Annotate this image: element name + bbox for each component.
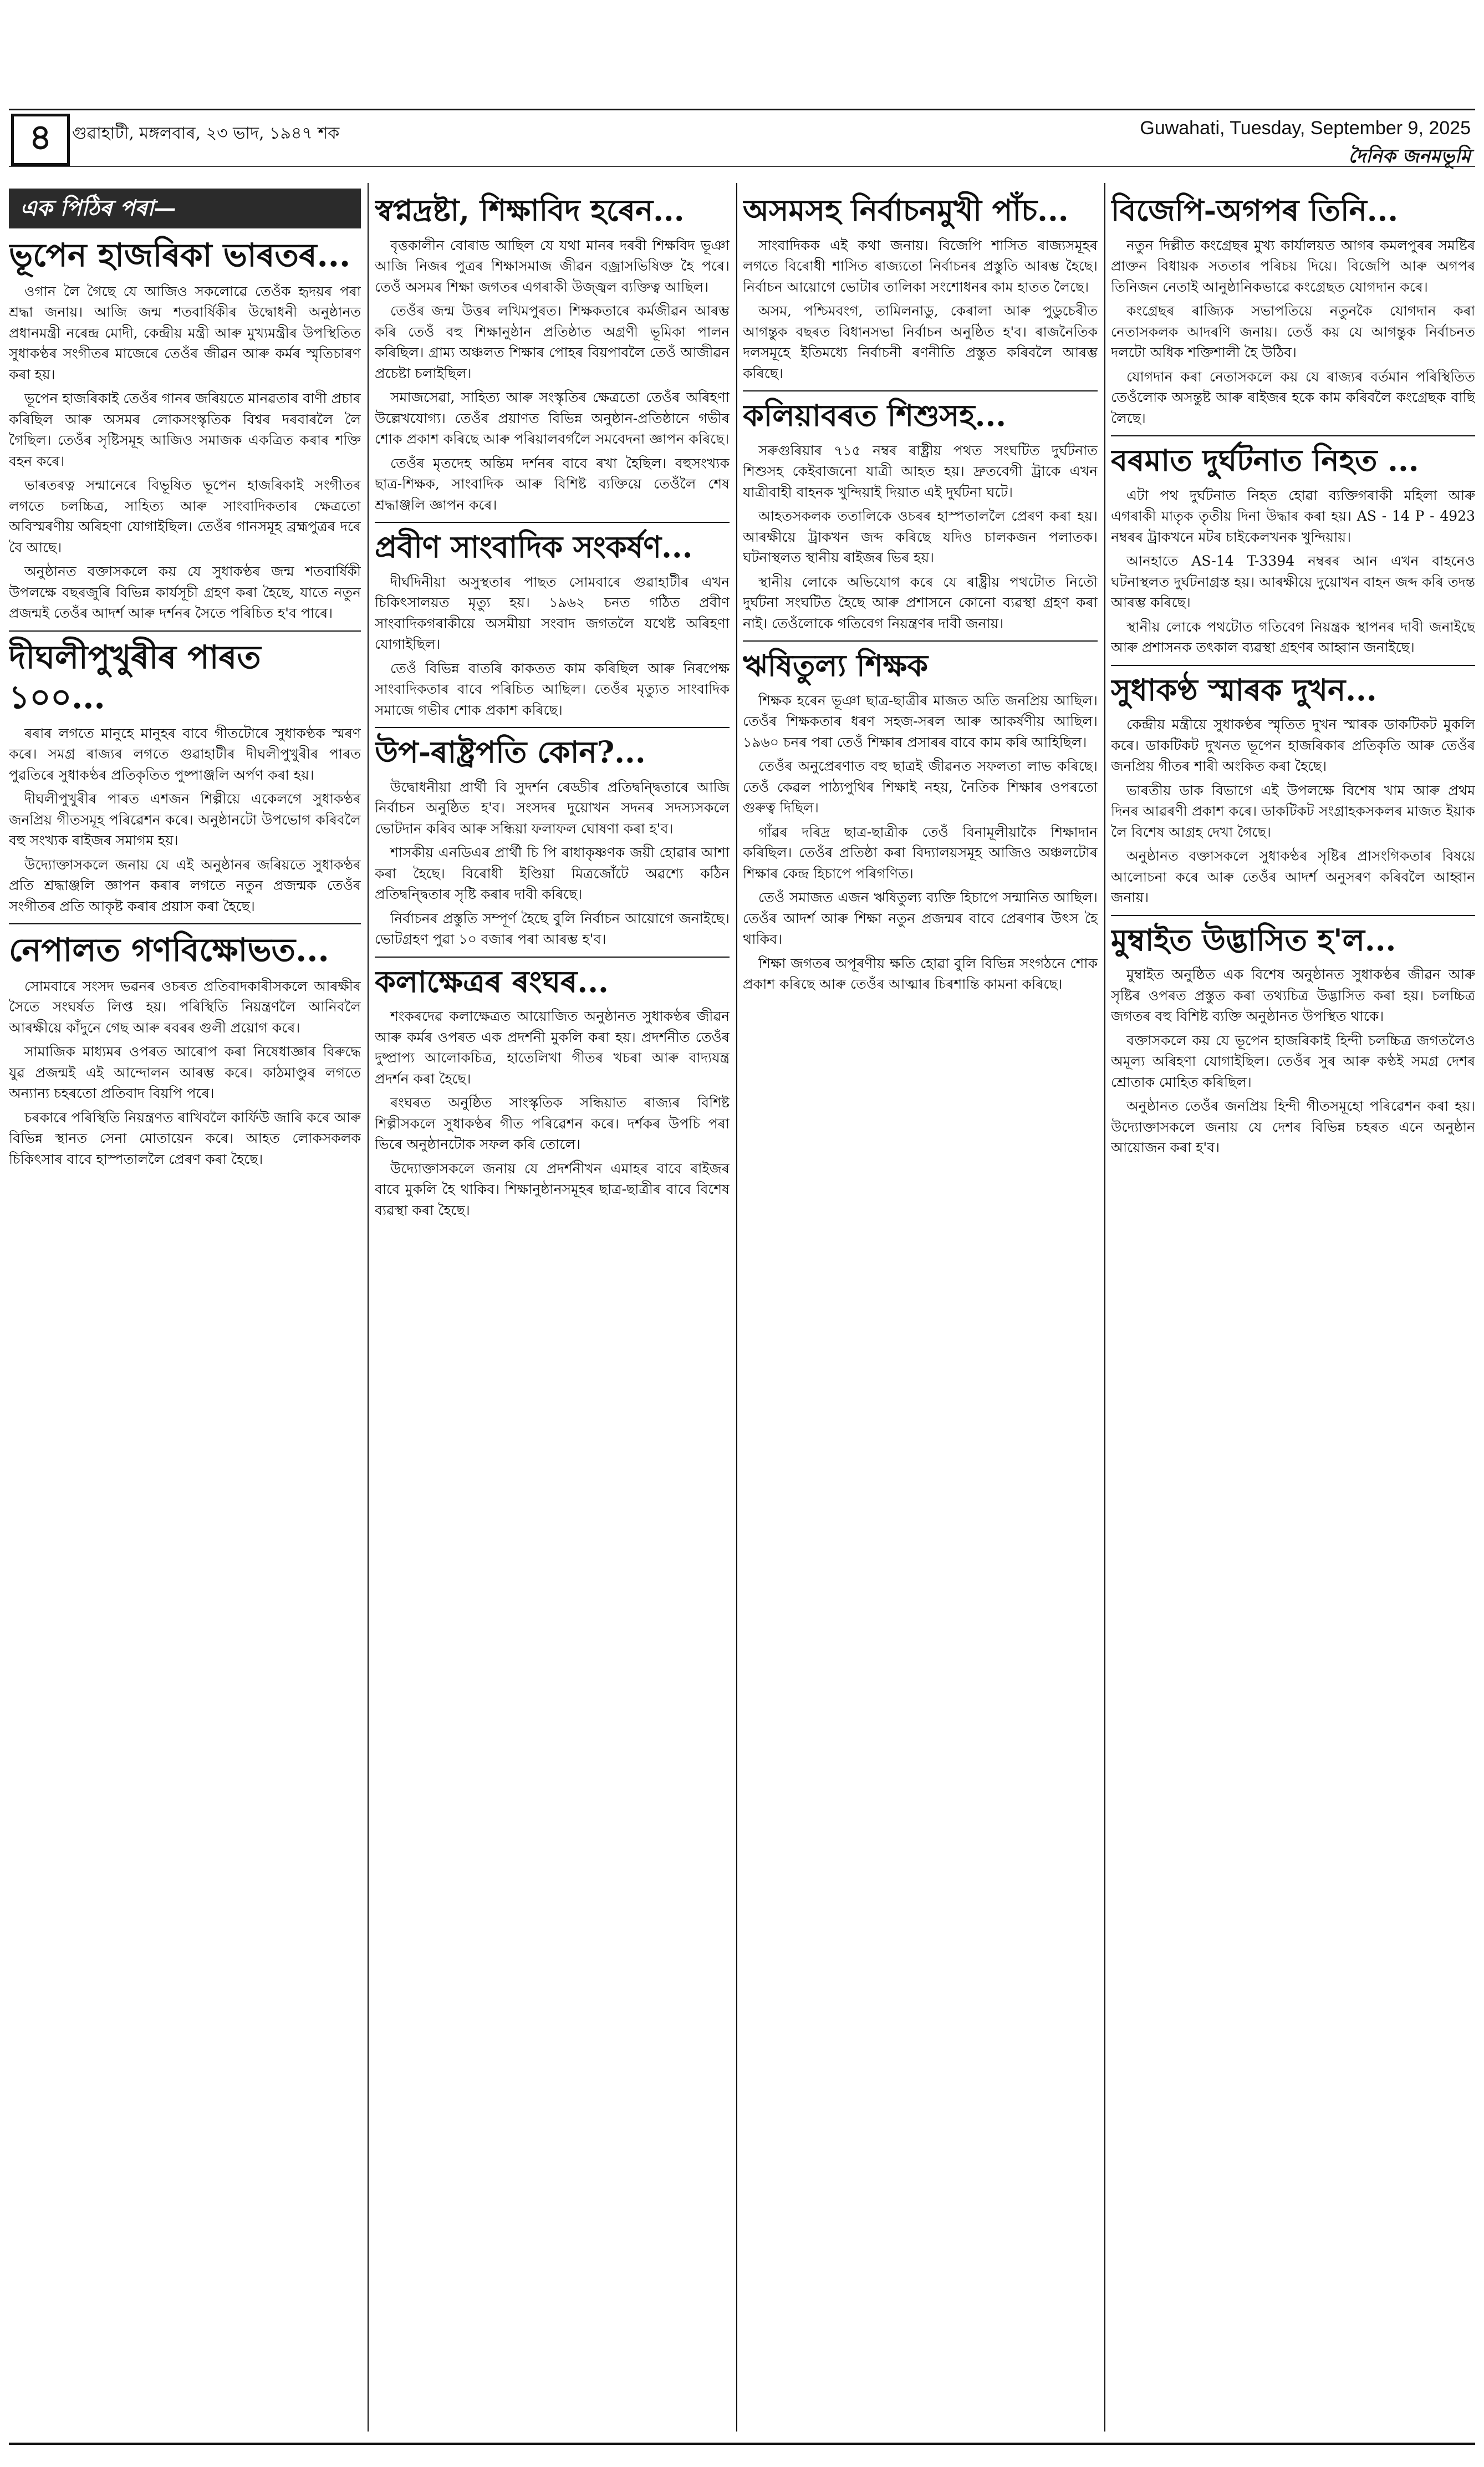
column-4 bbox=[1111, 189, 1475, 2432]
article-paragraph: তেওঁ বিভিন্ন বাতৰি কাকতত কাম কৰিছিল আৰু নিৰপেক্ষ সাংবাদিকতাৰ বাবে পৰিচিত আছিল। তেওঁৰ মৃত্যুত সাংবাদিক সমাজে গভীৰ শোক প্ৰকাশ কৰিছে। bbox=[375, 660, 730, 718]
article-paragraph: তেওঁৰ অনুপ্ৰেৰণাত বহু ছাত্ৰই জীৱনত সফলতা লাভ কৰিছে। তেওঁ কেৱল পাঠ্যপুথিৰ শিক্ষাই নহয়, নৈতিক শিক্ষাৰ ওপৰতো গুৰুত্ব দিছিল। bbox=[743, 758, 1098, 816]
headline-mumbai: মুম্বাইত উদ্ভাসিত হ'ল... bbox=[1111, 922, 1396, 958]
article-paragraph: মুম্বাইত অনুষ্ঠিত এক বিশেষ অনুষ্ঠানত সুধাকণ্ঠৰ জীৱন আৰু সৃষ্টিৰ ওপৰত প্ৰস্তুত কৰা তথ্যচিত্ৰ উদ্ভাসিত কৰা হয়। চলচ্চিত্ৰ জগতৰ বহু বিশিষ্ট ব্যক্তি অনুষ্ঠানত উপস্থিত থাকে। bbox=[1111, 967, 1475, 1024]
article-paragraph: ভাৰতীয় ডাক বিভাগে এই উপলক্ষে বিশেষ খাম আৰু প্ৰথম দিনৰ আৱৰণী প্ৰকাশ কৰে। ডাকটিকট সংগ্ৰাহকসকলৰ মাজত ইয়াক লৈ বিশেষ আগ্ৰহ দেখা গৈছে। bbox=[1111, 782, 1475, 840]
article-separator bbox=[1111, 915, 1475, 916]
article-paragraph: ভাৰতৰত্ন সন্মানেৰে বিভূষিত ভূপেন হাজৰিকাই সংগীতৰ লগতে চলচ্চিত্ৰ, সাহিত্য আৰু সাংবাদিকতাৰ ক্ষেত্ৰতো অবিস্মৰণীয় অৰিহণা যোগাইছিল। তেওঁৰ গানসমূহ ব্ৰহ্মপুত্ৰৰ দৰে বৈ আছে। bbox=[9, 477, 361, 556]
headline-teacher: ঋষিতুল্য শিক্ষক bbox=[743, 648, 929, 683]
article-paragraph: তেওঁৰ জন্ম উত্তৰ লখিমপুৰত। শিক্ষকতাৰে কৰ্মজীৱন আৰম্ভ কৰি তেওঁ বহু শিক্ষানুষ্ঠান প্ৰতিষ্ঠাত অগ্ৰণী ভূমিকা পালন কৰিছিল। গ্ৰাম্য অঞ্চলত শিক্ষাৰ পোহৰ বিয়পাবলৈ তেওঁ আজীৱন প্ৰচেষ্টা চলাইছিল। bbox=[375, 303, 730, 382]
headline-nepal: নেপালত গণবিক্ষোভত... bbox=[9, 931, 329, 969]
article-paragraph: স্থানীয় লোকে অভিযোগ কৰে যে ৰাষ্ট্ৰীয় পথটোত নিতৌ দুৰ্ঘটনা সংঘটিত হৈছে আৰু প্ৰশাসনে কোনো ব্যৱস্থা গ্ৰহণ কৰা নাই। তেওঁলোকে গতিবেগ নিয়ন্ত্ৰণৰ দাবী জনায়। bbox=[743, 573, 1098, 632]
article-paragraph: সোমবাৰে সংসদ ভৱনৰ ওচৰত প্ৰতিবাদকাৰীসকলে আৰক্ষীৰ সৈতে সংঘৰ্ষত লিপ্ত হয়। পৰিস্থিতি নিয়ন্ত্ৰণলৈ আনিবলৈ আৰক্ষীয়ে কাঁদুনে গেছ আৰু ৰবৰৰ গুলী প্ৰয়োগ কৰে। bbox=[9, 978, 361, 1036]
article-paragraph: উদ্যোক্তাসকলে জনায় যে এই অনুষ্ঠানৰ জৰিয়তে সুধাকণ্ঠৰ প্ৰতি শ্ৰদ্ধাঞ্জলি জ্ঞাপন কৰাৰ লগতে নতুন প্ৰজন্মক তেওঁৰ সংগীতৰ প্ৰতি আকৃষ্ট কৰাৰ প্ৰয়াস কৰা হৈছে। bbox=[9, 856, 361, 914]
headline-kalakshetra: কলাক্ষেত্ৰৰ ৰংঘৰ... bbox=[375, 963, 609, 999]
article-paragraph: দীৰ্ঘদিনীয়া অসুস্থতাৰ পাছত সোমবাৰে গুৱাহাটীৰ এখন চিকিৎসালয়ত মৃত্যু হয়। ১৯৬২ চনত গঠিত প্ৰবীণ সাংবাদিকগৰাকীয়ে অসমীয়া সংবাদ জগতলৈ যথেষ্ট অৰিহণা যোগাইছিল। bbox=[375, 573, 730, 652]
article-paragraph: শিক্ষক হৰেন ভূঞা ছাত্ৰ-ছাত্ৰীৰ মাজত অতি জনপ্ৰিয় আছিল। তেওঁৰ শিক্ষকতাৰ ধৰণ সহজ-সৰল আৰু আকৰ্ষণীয় আছিল। ১৯৬০ চনৰ পৰা তেওঁ শিক্ষাৰ প্ৰসাৰৰ বাবে কাম কৰি আহিছিল। bbox=[743, 692, 1098, 750]
article-paragraph: উদ্বোধনীয়া প্ৰাৰ্থী বি সুদৰ্শন ৰেড্ডীৰ প্ৰতিদ্বন্দ্বিতাৰে আজি নিৰ্বাচন অনুষ্ঠিত হ'ব। সংসদৰ দুয়োখন সদনৰ সদস্যসকলে ভোটদান কৰিব আৰু সন্ধিয়া ফলাফল ঘোষণা কৰা হ'ব। bbox=[375, 779, 730, 837]
headline-elections: অসমসহ নিৰ্বাচনমুখী পাঁচ... bbox=[743, 192, 1069, 228]
headline-kaliabor: কলিয়াবৰত শিশুসহ... bbox=[743, 398, 1007, 433]
article-paragraph: অনুষ্ঠানত তেওঁৰ জনপ্ৰিয় হিন্দী গীতসমূহো পৰিৱেশন কৰা হয়। উদ্যোক্তাসকলে জনায় যে দেশৰ বিভিন্ন চহৰত এনে অনুষ্ঠান আয়োজন কৰা হ'ব। bbox=[1111, 1098, 1475, 1156]
article-paragraph: তেওঁৰ মৃতদেহ অন্তিম দৰ্শনৰ বাবে ৰখা হৈছিল। বহুসংখ্যক ছাত্ৰ-শিক্ষক, সাংবাদিক আৰু বিশিষ্ট ব্যক্তিয়ে তেওঁলৈ শেষ শ্ৰদ্ধাঞ্জলি জ্ঞাপন কৰে। bbox=[375, 455, 730, 513]
article-separator bbox=[1111, 435, 1475, 436]
article-separator bbox=[375, 727, 730, 728]
article-separator bbox=[9, 923, 361, 924]
article-paragraph: ৰংঘৰত অনুষ্ঠিত সাংস্কৃতিক সন্ধিয়াত ৰাজ্যৰ বিশিষ্ট শিল্পীসকলে সুধাকণ্ঠৰ গীত পৰিৱেশন কৰে। দৰ্শকৰ উপচি পৰা ভিৰে অনুষ্ঠানটোক সফল কৰি তোলে। bbox=[375, 1095, 730, 1152]
article-paragraph: অনুষ্ঠানত বক্তাসকলে সুধাকণ্ঠৰ সৃষ্টিৰ প্ৰাসংগিকতাৰ বিষয়ে আলোচনা কৰে আৰু তেওঁৰ আদৰ্শ অনুসৰণ কৰিবলৈ আহ্বান জনায়। bbox=[1111, 848, 1475, 906]
page-number: ৪ bbox=[11, 114, 70, 166]
article-paragraph: সৰুগুৰিয়াৰ ৭১৫ নম্বৰ ৰাষ্ট্ৰীয় পথত সংঘটিত দুৰ্ঘটনাত শিশুসহ কেইবাজনো যাত্ৰী আহত হয়। দ্ৰুতবেগী ট্ৰাকে এখন যাত্ৰীবাহী বাহনক খুন্দিয়াই দিয়াত এই দুৰ্ঘটনা ঘটে। bbox=[743, 442, 1098, 500]
column-3 bbox=[743, 189, 1098, 2432]
article-paragraph: বৃত্তকালীন বোৰাড আছিল যে যথা মানৰ দৰবী শিক্ষবিদ ভূঞা আজি নিজৰ পুত্ৰৰ শিক্ষাসমাজ জীৱন বজ্ৰাসভিষিক্ত হৈ পৰে। তেওঁ অসমৰ শিক্ষা জগতৰ এগৰাকী উজ্জ্বল ব্যক্তিত্ব আছিল। bbox=[375, 237, 730, 295]
headline-haren-bhuyan: স্বপ্নদ্ৰষ্টা, শিক্ষাবিদ হৰেন... bbox=[375, 192, 685, 228]
column-2 bbox=[375, 189, 730, 2432]
article-paragraph: শাসকীয় এনডিএৰ প্ৰাৰ্থী চি পি ৰাধাকৃষ্ণণক জয়ী হোৱাৰ আশা কৰা হৈছে। বিৰোধী ইণ্ডিয়া মিত্ৰজোঁটে অৱশ্যে কঠিন প্ৰতিদ্বন্দ্বিতাৰ সৃষ্টি কৰাৰ দাবী কৰিছে। bbox=[375, 845, 730, 902]
headline-vice-president: উপ-ৰাষ্ট্ৰপতি কোন?... bbox=[375, 734, 646, 770]
article-paragraph: গাঁৱৰ দৰিদ্ৰ ছাত্ৰ-ছাত্ৰীক তেওঁ বিনামূলীয়াকৈ শিক্ষাদান কৰিছিল। তেওঁৰ প্ৰতিষ্ঠা কৰা বিদ্যালয়সমূহ আজিও অঞ্চলটোৰ শিক্ষাৰ কেন্দ্ৰ হিচাপে পৰিগণিত। bbox=[743, 823, 1098, 882]
article-separator bbox=[375, 957, 730, 958]
article-separator bbox=[375, 522, 730, 523]
paper-name: দৈনিক জনমভূমি bbox=[1348, 145, 1471, 167]
article-paragraph: যোগদান কৰা নেতাসকলে কয় যে ৰাজ্যৰ বৰ্তমান পৰিস্থিতিত তেওঁলোক অসন্তুষ্ট আৰু ৰাইজৰ হকে কাম কৰিবলৈ কংগ্ৰেছক বাছি লৈছে। bbox=[1111, 368, 1475, 426]
article-paragraph: বক্তাসকলে কয় যে ভূপেন হাজৰিকাই হিন্দী চলচ্চিত্ৰ জগতলৈও অমূল্য অৰিহণা যোগাইছিল। তেওঁৰ সুৰ আৰু কণ্ঠই সমগ্ৰ দেশৰ শ্ৰোতাক মোহিত কৰিছিল। bbox=[1111, 1032, 1475, 1090]
article-paragraph: আহতসকলক ততালিকে ওচৰৰ হাস্পতাললৈ প্ৰেৰণ কৰা হয়। আৰক্ষীয়ে ট্ৰাকখন জব্দ কৰিছে যদিও চালকজন পলাতক। ঘটনাস্থলত স্থানীয় ৰাইজৰ ভিৰ হয়। bbox=[743, 508, 1098, 566]
header-bottom-rule bbox=[9, 166, 1475, 167]
article-paragraph: স্থানীয় লোকে পথটোত গতিবেগ নিয়ন্ত্ৰক স্থাপনৰ দাবী জনাইছে আৰু প্ৰশাসনক তৎকাল ব্যৱস্থা গ্ৰহণৰ আহ্বান জনাইছে। bbox=[1111, 618, 1475, 655]
headline-bhupen: ভূপেন হাজৰিকা ভাৰতৰ... bbox=[9, 236, 351, 274]
continuation-banner: এক পিঠিৰ পৰা— bbox=[9, 189, 361, 228]
article-paragraph: সাংবাদিকক এই কথা জনায়। বিজেপি শাসিত ৰাজ্যসমূহৰ লগতে বিৰোধী শাসিত ৰাজ্যতো নিৰ্বাচনৰ প্ৰস্তুতি আৰম্ভ হৈছে। নিৰ্বাচন আয়োগে ভোটাৰ তালিকা সংশোধনৰ কাম হাতত লৈছে। bbox=[743, 237, 1098, 295]
column-1 bbox=[9, 189, 361, 2432]
column-divider bbox=[1104, 183, 1105, 2432]
article-paragraph: দীঘলীপুখুৰীৰ পাৰত এশজন শিল্পীয়ে একেলগে সুধাকণ্ঠৰ জনপ্ৰিয় গীতসমূহ পৰিৱেশন কৰে। অনুষ্ঠানটো উপভোগ কৰিবলৈ বহু সংখ্যক ৰাইজৰ সমাগম হয়। bbox=[9, 791, 361, 848]
article-separator bbox=[743, 640, 1098, 642]
date-english: Guwahati, Tuesday, September 9, 2025 bbox=[1140, 118, 1471, 139]
headline-dighalipukhuri: দীঘলীপুখুৰীৰ পাৰত ১০০... bbox=[9, 638, 261, 716]
column-divider bbox=[368, 183, 369, 2432]
article-paragraph: অনুষ্ঠানত বক্তাসকলে কয় যে সুধাকণ্ঠৰ জন্ম শতবাৰ্ষিকী উপলক্ষে বছৰজুৰি বিভিন্ন কাৰ্যসূচী গ্ৰহণ কৰা হৈছে, যাতে নতুন প্ৰজন্মই তেওঁৰ আদৰ্শ আৰু দৰ্শনৰ সৈতে পৰিচিত হ'ব পাৰে। bbox=[9, 563, 361, 621]
article-paragraph: ওগান লৈ গৈছে যে আজিও সকলোৱে তেওঁক হৃদয়ৰ পৰা শ্ৰদ্ধা জনায়। আজি জন্ম শতবাৰ্ষিকীৰ উদ্বোধনী অনুষ্ঠানত প্ৰধানমন্ত্ৰী নৰেন্দ্ৰ মোদী, কেন্দ্ৰীয় মন্ত্ৰী আৰু মুখ্যমন্ত্ৰীৰ উপস্থিতিত সুধাকণ্ঠৰ সংগীতৰ মাজেৰে তেওঁৰ জীৱন আৰু কৰ্মৰ স্মৃতিচাৰণ কৰা হয়। bbox=[9, 283, 361, 383]
column-divider bbox=[736, 183, 737, 2432]
article-paragraph: সমাজসেৱা, সাহিত্য আৰু সংস্কৃতিৰ ক্ষেত্ৰতো তেওঁৰ অৰিহণা উল্লেখযোগ্য। তেওঁৰ প্ৰয়াণত বিভিন্ন অনুষ্ঠান-প্ৰতিষ্ঠানে গভীৰ শোক প্ৰকাশ কৰিছে আৰু পৰিয়ালবৰ্গলৈ সমবেদনা জ্ঞাপন কৰিছে। bbox=[375, 389, 730, 447]
headline-stamps: সুধাকণ্ঠ স্মাৰক দুখন... bbox=[1111, 672, 1377, 708]
article-separator bbox=[1111, 665, 1475, 666]
article-paragraph: অসম, পশ্চিমবংগ, তামিলনাডু, কেৰালা আৰু পুডুচেৰীত আগন্তুক বছৰত বিধানসভা নিৰ্বাচন অনুষ্ঠিত হ'ব। ৰাজনৈতিক দলসমূহে ইতিমধ্যে নিৰ্বাচনী ৰণনীতি প্ৰস্তুত কৰিবলৈ আৰম্ভ কৰিছে। bbox=[743, 303, 1098, 382]
article-paragraph: ভূপেন হাজৰিকাই তেওঁৰ গানৰ জৰিয়তে মানৱতাৰ বাণী প্ৰচাৰ কৰিছিল আৰু অসমৰ লোকসংস্কৃতিক বিশ্বৰ দৰবাৰলৈ লৈ গৈছিল। তেওঁৰ সৃষ্টিসমূহ আজিও সমাজক একত্ৰিত কৰাৰ শক্তি বহন কৰে। bbox=[9, 390, 361, 469]
headline-bjp-agp: বিজেপি-অগপৰ তিনি... bbox=[1111, 192, 1399, 228]
article-separator bbox=[9, 630, 361, 632]
article-separator bbox=[743, 390, 1098, 391]
article-paragraph: শিক্ষা জগতৰ অপূৰণীয় ক্ষতি হোৱা বুলি বিভিন্ন সংগঠনে শোক প্ৰকাশ কৰিছে আৰু তেওঁৰ আত্মাৰ চিৰশান্তি কামনা কৰিছে। bbox=[743, 955, 1098, 992]
headline-journalist: প্ৰবীণ সাংবাদিক সংকৰ্ষণ... bbox=[375, 529, 693, 564]
article-paragraph: সামাজিক মাধ্যমৰ ওপৰত আৰোপ কৰা নিষেধাজ্ঞাৰ বিৰুদ্ধে যুৱ প্ৰজন্মই এই আন্দোলন আৰম্ভ কৰে। কাঠমাণ্ডুৰ লগতে অন্যান্য চহৰতো প্ৰতিবাদ বিয়পি পৰে। bbox=[9, 1044, 361, 1101]
article-paragraph: নতুন দিল্লীত কংগ্ৰেছৰ মুখ্য কাৰ্যালয়ত আগৰ কমলপুৰৰ সমষ্টিৰ প্ৰাক্তন বিধায়ক সততাৰ পৰিচয় দিয়ে। বিজেপি আৰু অগপৰ তিনিজন নেতাই আনুষ্ঠানিকভাৱে কংগ্ৰেছত যোগদান কৰে। bbox=[1111, 237, 1475, 295]
date-assamese: গুৱাহাটী, মঙ্গলবাৰ, ২৩ ভাদ, ১৯৪৭ শক bbox=[72, 124, 340, 143]
footer-rule bbox=[9, 2443, 1475, 2445]
article-paragraph: উদ্যোক্তাসকলে জনায় যে প্ৰদৰ্শনীখন এমাহৰ বাবে ৰাইজৰ বাবে মুকলি হৈ থাকিব। শিক্ষানুষ্ঠানসমূহৰ ছাত্ৰ-ছাত্ৰীৰ বাবে বিশেষ ব্যৱস্থা কৰা হৈছে। bbox=[375, 1160, 730, 1218]
article-paragraph: তেওঁ সমাজত এজন ঋষিতুল্য ব্যক্তি হিচাপে সন্মানিত আছিল। তেওঁৰ আদৰ্শ আৰু শিক্ষা নতুন প্ৰজন্মৰ বাবে প্ৰেৰণাৰ উৎস হৈ থাকিব। bbox=[743, 889, 1098, 947]
header-top-rule bbox=[9, 109, 1475, 110]
article-paragraph: চৰকাৰে পৰিস্থিতি নিয়ন্ত্ৰণত ৰাখিবলৈ কাৰ্ফিউ জাৰি কৰে আৰু বিভিন্ন স্থানত সেনা মোতায়েন কৰে। আহত লোকসকলক চিকিৎসাৰ বাবে হাস্পতাললৈ প্ৰেৰণ কৰা হৈছে। bbox=[9, 1109, 361, 1167]
headline-accident: বৰমাত দুৰ্ঘটনাত নিহত ... bbox=[1111, 442, 1419, 478]
article-paragraph: আনহাতে AS-14 T-3394 নম্বৰৰ আন এখন বাহনেও ঘটনাস্থলত দুৰ্ঘটনাগ্ৰস্ত হয়। আৰক্ষীয়ে দুয়োখন বাহন জব্দ কৰি তদন্ত আৰম্ভ কৰিছে। bbox=[1111, 553, 1475, 611]
article-paragraph: নিৰ্বাচনৰ প্ৰস্তুতি সম্পূৰ্ণ হৈছে বুলি নিৰ্বাচন আয়োগে জনাইছে। ভোটগ্ৰহণ পুৱা ১০ বজাৰ পৰা আৰম্ভ হ'ব। bbox=[375, 910, 730, 947]
article-paragraph: ৰৰাৰ লগতে মানুহে মানুহৰ বাবে গীতটোৰে সুধাকণ্ঠক স্মৰণ কৰে। সমগ্ৰ ৰাজ্যৰ লগতে গুৱাহাটীৰ দীঘলীপুখুৰীৰ পাৰত পুৱতিৰে সুধাকণ্ঠৰ প্ৰতিকৃতিত পুষ্পাঞ্জলি অৰ্পণ কৰা হয়। bbox=[9, 725, 361, 783]
article-paragraph: কংগ্ৰেছৰ ৰাজ্যিক সভাপতিয়ে নতুনকৈ যোগদান কৰা নেতাসকলক আদৰণি জনায়। তেওঁ কয় যে আগন্তুক নিৰ্বাচনত দলটো অধিক শক্তিশালী হৈ উঠিব। bbox=[1111, 303, 1475, 360]
article-paragraph: শংকৰদেৱ কলাক্ষেত্ৰত আয়োজিত অনুষ্ঠানত সুধাকণ্ঠৰ জীৱন আৰু কৰ্মৰ ওপৰত এক প্ৰদৰ্শনী মুকলি কৰা হয়। প্ৰদৰ্শনীত তেওঁৰ দুষ্প্ৰাপ্য আলোকচিত্ৰ, হাতেলিখা গীতৰ খচৰা আৰু বাদ্যযন্ত্ৰ প্ৰদৰ্শন কৰা হৈছে। bbox=[375, 1008, 730, 1087]
article-paragraph: এটা পথ দুৰ্ঘটনাত নিহত হোৱা ব্যক্তিগৰাকী মহিলা আৰু এগৰাকী মাতৃক তৃতীয় দিনা উদ্ধাৰ কৰা হয়। AS - 14 P - 4923 নম্বৰৰ ট্ৰাকখনে মটৰ চাইকেলখনক খুন্দিয়ায়। bbox=[1111, 487, 1475, 545]
article-paragraph: কেন্দ্ৰীয় মন্ত্ৰীয়ে সুধাকণ্ঠৰ স্মৃতিত দুখন স্মাৰক ডাকটিকট মুকলি কৰে। ডাকটিকট দুখনত ভূপেন হাজৰিকাৰ প্ৰতিকৃতি আৰু তেওঁৰ জনপ্ৰিয় গীতৰ শাৰী অংকিত কৰা হৈছে। bbox=[1111, 716, 1475, 774]
